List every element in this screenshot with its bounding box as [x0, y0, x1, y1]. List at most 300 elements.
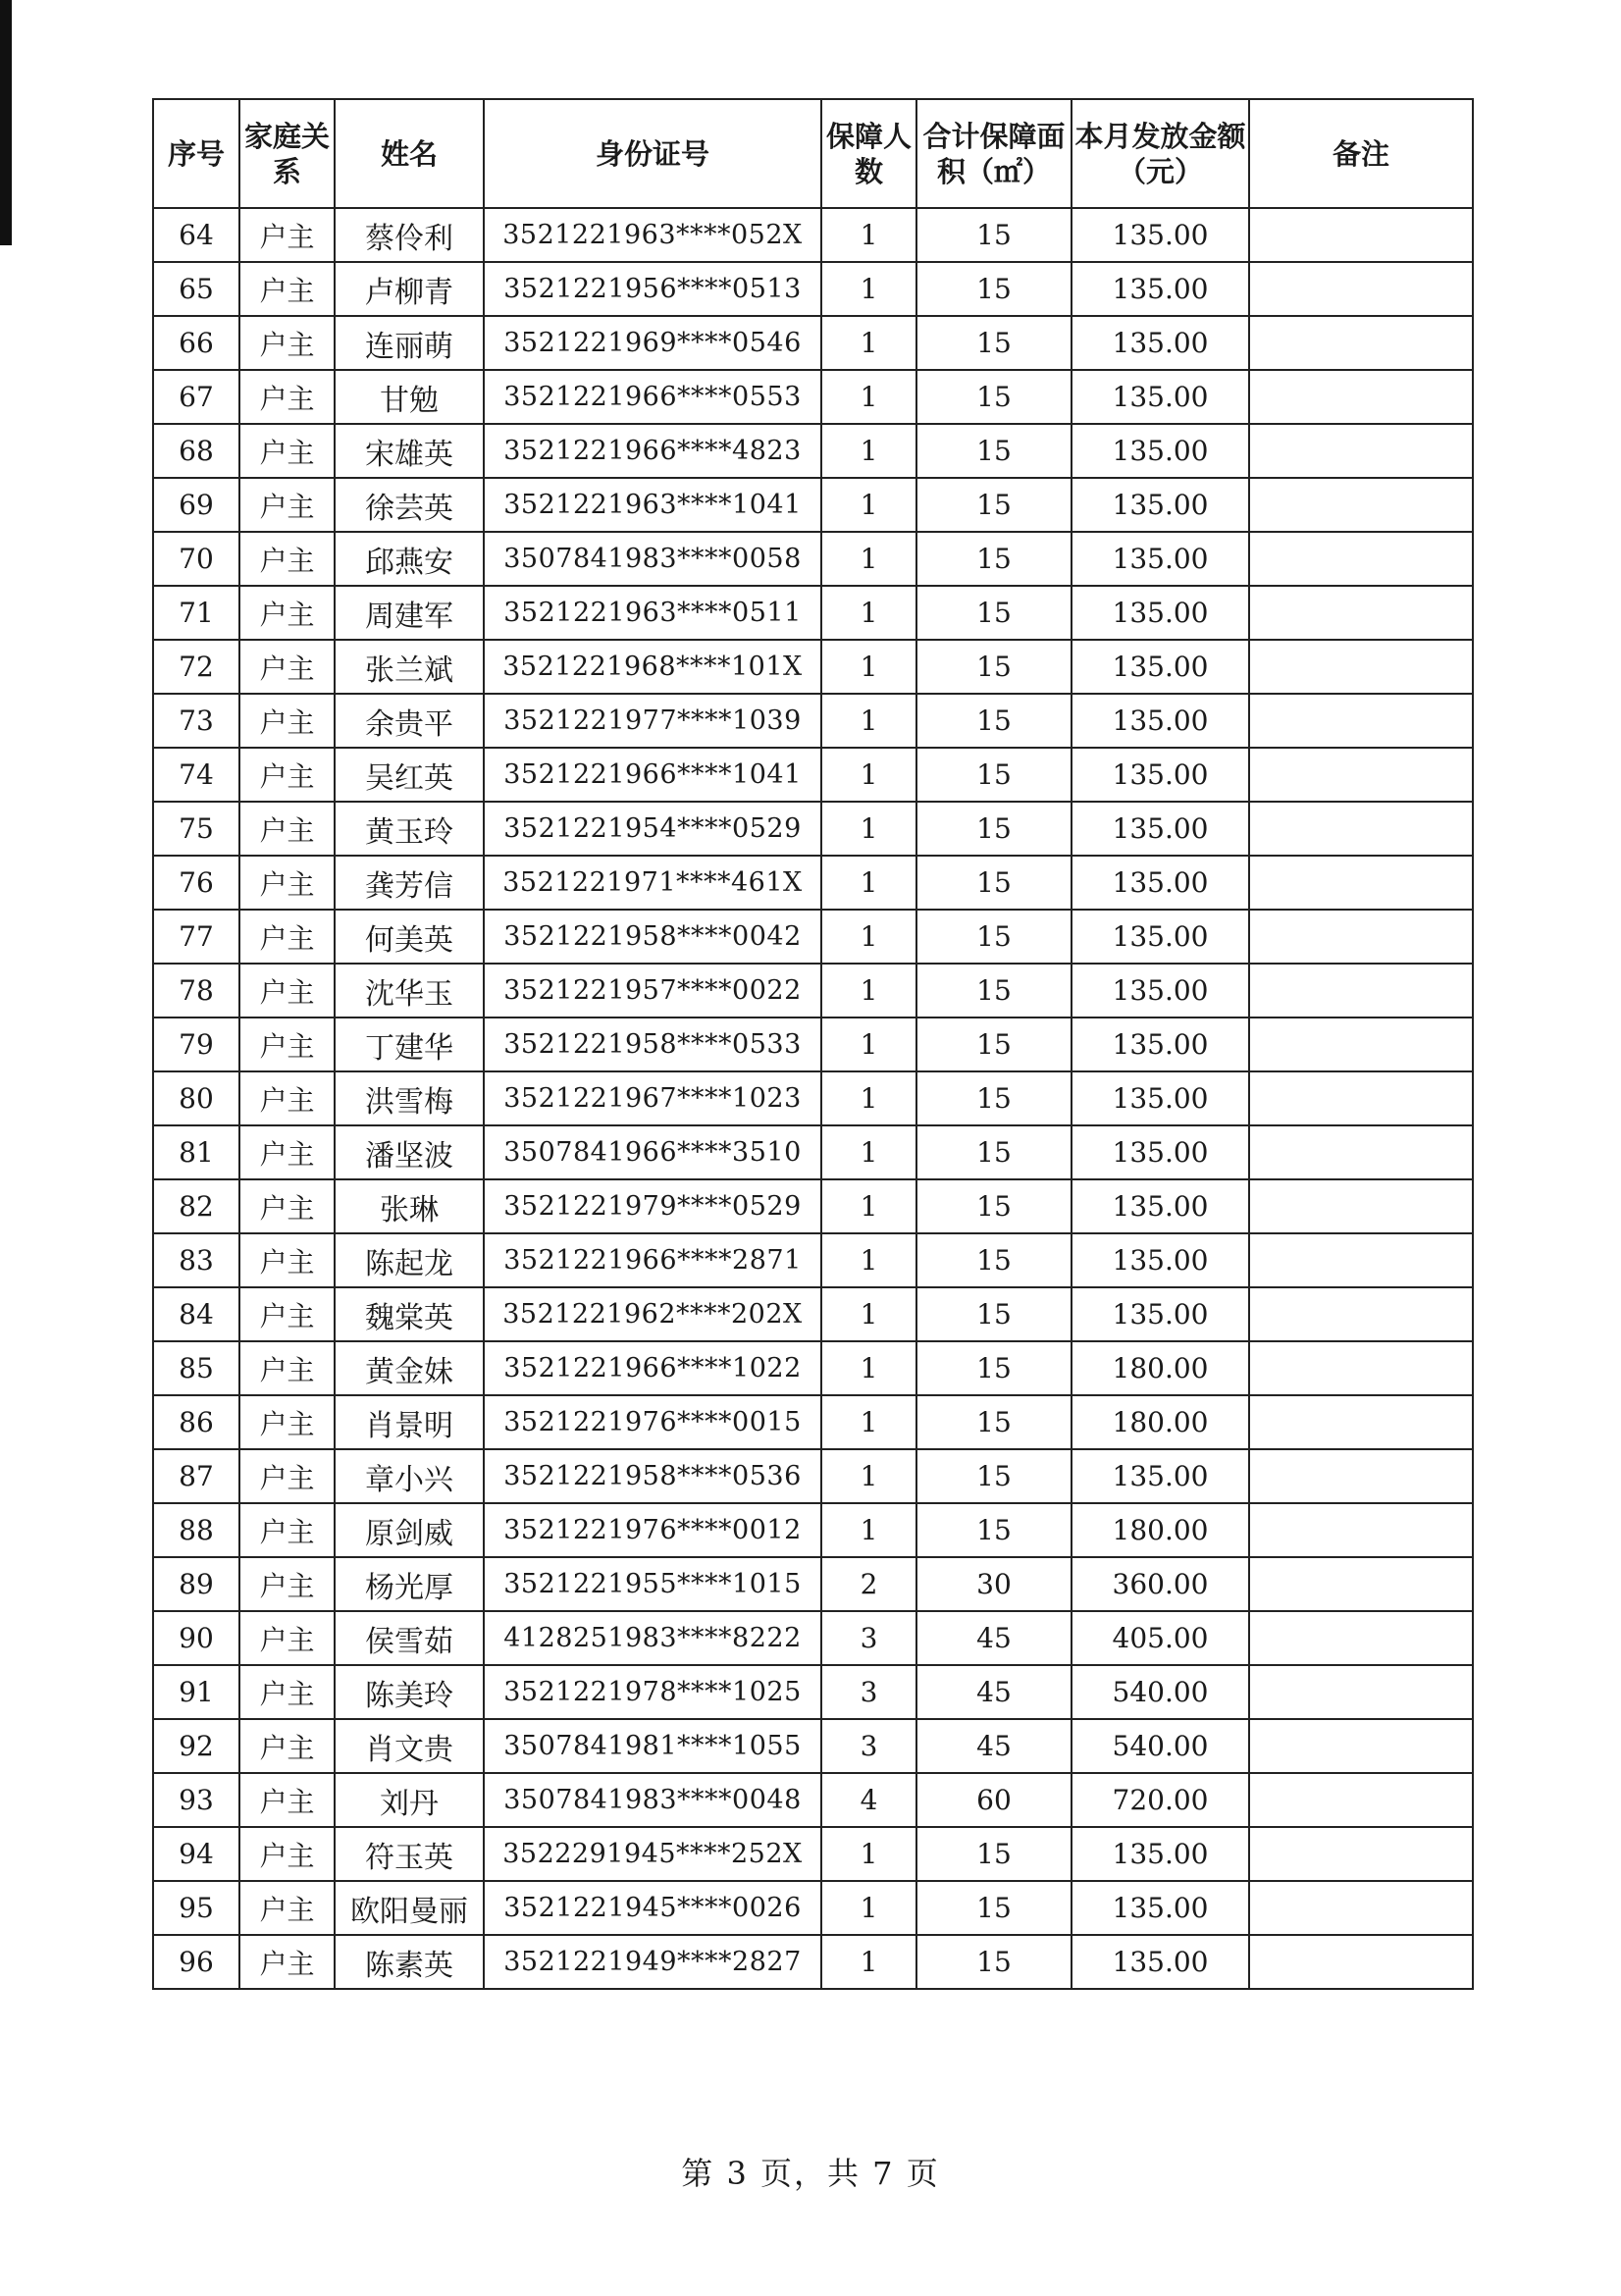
cell-area: 30: [916, 1557, 1072, 1611]
cell-id-number: 3521221969****0546: [484, 316, 821, 370]
cell-name: 吴红英: [335, 748, 484, 802]
cell-relation: 户主: [239, 1773, 335, 1827]
cell-seq: 65: [153, 262, 239, 316]
cell-seq: 64: [153, 208, 239, 262]
cell-note: [1249, 1611, 1473, 1665]
cell-area: 15: [916, 640, 1072, 694]
cell-relation: 户主: [239, 424, 335, 478]
cell-seq: 93: [153, 1773, 239, 1827]
cell-amount: 540.00: [1072, 1665, 1249, 1719]
cell-name: 何美英: [335, 910, 484, 964]
table-row: [153, 1341, 1473, 1395]
cell-name: 章小兴: [335, 1449, 484, 1503]
cell-note: [1249, 370, 1473, 424]
cell-id-number: 3521221966****1022: [484, 1341, 821, 1395]
cell-amount: 135.00: [1072, 532, 1249, 586]
cell-id-number: 3521221954****0529: [484, 802, 821, 856]
cell-note: [1249, 1125, 1473, 1179]
cell-seq: 66: [153, 316, 239, 370]
table-row: [153, 1827, 1473, 1881]
cell-name: 杨光厚: [335, 1557, 484, 1611]
cell-id-number: 3521221949****2827: [484, 1935, 821, 1989]
table-row: [153, 1179, 1473, 1233]
cell-name: 甘勉: [335, 370, 484, 424]
cell-id-number: 3521221966****0553: [484, 370, 821, 424]
cell-relation: 户主: [239, 1449, 335, 1503]
cell-people: 4: [821, 1773, 916, 1827]
cell-relation: 户主: [239, 1611, 335, 1665]
cell-area: 15: [916, 964, 1072, 1018]
cell-seq: 77: [153, 910, 239, 964]
cell-area: 15: [916, 1395, 1072, 1449]
cell-people: 1: [821, 1179, 916, 1233]
cell-people: 1: [821, 1827, 916, 1881]
cell-area: 15: [916, 1827, 1072, 1881]
cell-relation: 户主: [239, 1287, 335, 1341]
header-seq: 序号: [153, 99, 239, 208]
table-row: [153, 424, 1473, 478]
cell-id-number: 3522291945****252X: [484, 1827, 821, 1881]
cell-note: [1249, 640, 1473, 694]
cell-id-number: 3521221976****0015: [484, 1395, 821, 1449]
cell-people: 1: [821, 586, 916, 640]
cell-amount: 135.00: [1072, 1287, 1249, 1341]
table-row: [153, 1071, 1473, 1125]
cell-area: 15: [916, 910, 1072, 964]
cell-id-number: 3521221963****0511: [484, 586, 821, 640]
cell-area: 15: [916, 694, 1072, 748]
cell-people: 1: [821, 478, 916, 532]
cell-area: 15: [916, 1341, 1072, 1395]
cell-id-number: 3521221956****0513: [484, 262, 821, 316]
cell-relation: 户主: [239, 1881, 335, 1935]
table-row: [153, 640, 1473, 694]
cell-people: 1: [821, 1341, 916, 1395]
cell-name: 黄金妹: [335, 1341, 484, 1395]
cell-name: 丁建华: [335, 1018, 484, 1071]
cell-people: 1: [821, 856, 916, 910]
cell-relation: 户主: [239, 640, 335, 694]
cell-area: 15: [916, 532, 1072, 586]
cell-seq: 74: [153, 748, 239, 802]
header-relation: 家庭关系: [239, 99, 335, 208]
cell-people: 1: [821, 1449, 916, 1503]
cell-amount: 135.00: [1072, 910, 1249, 964]
cell-relation: 户主: [239, 910, 335, 964]
cell-relation: 户主: [239, 586, 335, 640]
table-row: [153, 316, 1473, 370]
cell-people: 1: [821, 532, 916, 586]
cell-name: 肖文贵: [335, 1719, 484, 1773]
cell-area: 15: [916, 1071, 1072, 1125]
cell-name: 邱燕安: [335, 532, 484, 586]
cell-people: 1: [821, 1395, 916, 1449]
cell-relation: 户主: [239, 1179, 335, 1233]
subsidy-table-container: [152, 98, 1472, 1990]
cell-amount: 135.00: [1072, 640, 1249, 694]
cell-area: 15: [916, 262, 1072, 316]
cell-area: 15: [916, 586, 1072, 640]
cell-id-number: 3521221963****1041: [484, 478, 821, 532]
cell-amount: 135.00: [1072, 1018, 1249, 1071]
cell-id-number: 3521221968****101X: [484, 640, 821, 694]
cell-area: 15: [916, 748, 1072, 802]
cell-relation: 户主: [239, 262, 335, 316]
cell-amount: 720.00: [1072, 1773, 1249, 1827]
cell-amount: 135.00: [1072, 478, 1249, 532]
cell-amount: 135.00: [1072, 370, 1249, 424]
cell-note: [1249, 424, 1473, 478]
cell-area: 45: [916, 1665, 1072, 1719]
cell-relation: 户主: [239, 1665, 335, 1719]
cell-seq: 69: [153, 478, 239, 532]
cell-relation: 户主: [239, 1557, 335, 1611]
cell-id-number: 4128251983****8222: [484, 1611, 821, 1665]
cell-people: 1: [821, 910, 916, 964]
cell-amount: 135.00: [1072, 1125, 1249, 1179]
scan-edge-mark: [0, 0, 12, 245]
cell-relation: 户主: [239, 964, 335, 1018]
cell-amount: 135.00: [1072, 586, 1249, 640]
cell-people: 1: [821, 370, 916, 424]
cell-name: 侯雪茹: [335, 1611, 484, 1665]
cell-note: [1249, 532, 1473, 586]
cell-relation: 户主: [239, 208, 335, 262]
cell-name: 蔡伶利: [335, 208, 484, 262]
cell-relation: 户主: [239, 1503, 335, 1557]
table-row: [153, 1935, 1473, 1989]
header-area: 合计保障面积（㎡）: [916, 99, 1072, 208]
cell-people: 1: [821, 640, 916, 694]
table-row: [153, 1665, 1473, 1719]
cell-seq: 85: [153, 1341, 239, 1395]
cell-relation: 户主: [239, 1341, 335, 1395]
cell-area: 15: [916, 316, 1072, 370]
cell-seq: 86: [153, 1395, 239, 1449]
cell-area: 15: [916, 370, 1072, 424]
cell-id-number: 3521221967****1023: [484, 1071, 821, 1125]
cell-note: [1249, 1557, 1473, 1611]
cell-id-number: 3521221955****1015: [484, 1557, 821, 1611]
table-row: [153, 208, 1473, 262]
cell-id-number: 3521221958****0533: [484, 1018, 821, 1071]
cell-note: [1249, 1287, 1473, 1341]
cell-people: 1: [821, 1233, 916, 1287]
cell-relation: 户主: [239, 856, 335, 910]
cell-name: 徐芸英: [335, 478, 484, 532]
cell-people: 2: [821, 1557, 916, 1611]
table-row: [153, 262, 1473, 316]
cell-seq: 84: [153, 1287, 239, 1341]
cell-note: [1249, 694, 1473, 748]
header-amount: 本月发放金额（元）: [1072, 99, 1249, 208]
cell-amount: 540.00: [1072, 1719, 1249, 1773]
cell-seq: 76: [153, 856, 239, 910]
cell-id-number: 3521221966****4823: [484, 424, 821, 478]
cell-amount: 135.00: [1072, 424, 1249, 478]
cell-area: 45: [916, 1611, 1072, 1665]
cell-seq: 89: [153, 1557, 239, 1611]
header-id: 身份证号: [484, 99, 821, 208]
cell-amount: 135.00: [1072, 1935, 1249, 1989]
cell-people: 1: [821, 1287, 916, 1341]
cell-amount: 135.00: [1072, 694, 1249, 748]
cell-relation: 户主: [239, 1071, 335, 1125]
cell-area: 15: [916, 478, 1072, 532]
cell-note: [1249, 1773, 1473, 1827]
cell-area: 15: [916, 1179, 1072, 1233]
cell-note: [1249, 1179, 1473, 1233]
table-row: [153, 1395, 1473, 1449]
cell-id-number: 3507841983****0048: [484, 1773, 821, 1827]
cell-amount: 135.00: [1072, 316, 1249, 370]
cell-note: [1249, 856, 1473, 910]
cell-people: 1: [821, 1071, 916, 1125]
cell-note: [1249, 1503, 1473, 1557]
cell-seq: 70: [153, 532, 239, 586]
table-row: [153, 478, 1473, 532]
cell-id-number: 3521221962****202X: [484, 1287, 821, 1341]
cell-amount: 135.00: [1072, 748, 1249, 802]
cell-seq: 79: [153, 1018, 239, 1071]
cell-seq: 68: [153, 424, 239, 478]
cell-relation: 户主: [239, 316, 335, 370]
cell-area: 15: [916, 1935, 1072, 1989]
cell-amount: 135.00: [1072, 1179, 1249, 1233]
cell-area: 15: [916, 208, 1072, 262]
table-row: [153, 1719, 1473, 1773]
cell-note: [1249, 1233, 1473, 1287]
cell-area: 15: [916, 802, 1072, 856]
cell-relation: 户主: [239, 370, 335, 424]
cell-relation: 户主: [239, 694, 335, 748]
cell-name: 龚芳信: [335, 856, 484, 910]
cell-name: 刘丹: [335, 1773, 484, 1827]
cell-relation: 户主: [239, 748, 335, 802]
cell-area: 15: [916, 1125, 1072, 1179]
table-row: [153, 694, 1473, 748]
cell-relation: 户主: [239, 1395, 335, 1449]
header-note: 备注: [1249, 99, 1473, 208]
table-row: [153, 532, 1473, 586]
cell-people: 1: [821, 964, 916, 1018]
table-body: [153, 208, 1473, 1989]
cell-relation: 户主: [239, 532, 335, 586]
cell-seq: 82: [153, 1179, 239, 1233]
cell-id-number: 3521221945****0026: [484, 1881, 821, 1935]
cell-relation: 户主: [239, 1935, 335, 1989]
table-row: [153, 964, 1473, 1018]
cell-people: 1: [821, 1503, 916, 1557]
cell-name: 张琳: [335, 1179, 484, 1233]
table-row: [153, 748, 1473, 802]
cell-relation: 户主: [239, 1719, 335, 1773]
table-row: [153, 1557, 1473, 1611]
header-name: 姓名: [335, 99, 484, 208]
cell-amount: 135.00: [1072, 1233, 1249, 1287]
cell-name: 陈素英: [335, 1935, 484, 1989]
table-header-row: [153, 99, 1473, 208]
cell-note: [1249, 1827, 1473, 1881]
cell-area: 15: [916, 1233, 1072, 1287]
cell-name: 魏棠英: [335, 1287, 484, 1341]
cell-note: [1249, 586, 1473, 640]
cell-id-number: 3521221978****1025: [484, 1665, 821, 1719]
cell-seq: 81: [153, 1125, 239, 1179]
table-row: [153, 370, 1473, 424]
cell-note: [1249, 1881, 1473, 1935]
cell-people: 1: [821, 424, 916, 478]
cell-note: [1249, 262, 1473, 316]
cell-amount: 135.00: [1072, 208, 1249, 262]
cell-area: 15: [916, 1881, 1072, 1935]
subsidy-table: [152, 98, 1474, 1990]
cell-name: 宋雄英: [335, 424, 484, 478]
table-row: [153, 1233, 1473, 1287]
table-row: [153, 1018, 1473, 1071]
cell-relation: 户主: [239, 1827, 335, 1881]
cell-amount: 135.00: [1072, 802, 1249, 856]
cell-note: [1249, 1719, 1473, 1773]
cell-name: 沈华玉: [335, 964, 484, 1018]
cell-people: 1: [821, 694, 916, 748]
cell-relation: 户主: [239, 478, 335, 532]
cell-amount: 180.00: [1072, 1341, 1249, 1395]
cell-amount: 180.00: [1072, 1395, 1249, 1449]
cell-note: [1249, 1395, 1473, 1449]
table-row: [153, 1773, 1473, 1827]
cell-amount: 135.00: [1072, 1881, 1249, 1935]
cell-area: 15: [916, 1287, 1072, 1341]
cell-id-number: 3521221963****052X: [484, 208, 821, 262]
cell-id-number: 3521221958****0042: [484, 910, 821, 964]
cell-people: 1: [821, 802, 916, 856]
cell-seq: 95: [153, 1881, 239, 1935]
cell-people: 1: [821, 262, 916, 316]
cell-people: 3: [821, 1611, 916, 1665]
cell-name: 肖景明: [335, 1395, 484, 1449]
cell-id-number: 3521221966****1041: [484, 748, 821, 802]
table-row: [153, 856, 1473, 910]
table-row: [153, 1287, 1473, 1341]
table-row: [153, 586, 1473, 640]
cell-amount: 360.00: [1072, 1557, 1249, 1611]
cell-id-number: 3521221971****461X: [484, 856, 821, 910]
cell-area: 60: [916, 1773, 1072, 1827]
cell-area: 15: [916, 1018, 1072, 1071]
cell-note: [1249, 964, 1473, 1018]
cell-seq: 90: [153, 1611, 239, 1665]
table-row: [153, 1125, 1473, 1179]
cell-relation: 户主: [239, 802, 335, 856]
cell-people: 3: [821, 1719, 916, 1773]
cell-amount: 135.00: [1072, 1071, 1249, 1125]
cell-seq: 83: [153, 1233, 239, 1287]
table-row: [153, 802, 1473, 856]
cell-name: 张兰斌: [335, 640, 484, 694]
cell-amount: 405.00: [1072, 1611, 1249, 1665]
cell-seq: 73: [153, 694, 239, 748]
cell-note: [1249, 1665, 1473, 1719]
cell-name: 余贵平: [335, 694, 484, 748]
table-row: [153, 1449, 1473, 1503]
cell-amount: 135.00: [1072, 856, 1249, 910]
cell-note: [1249, 748, 1473, 802]
cell-area: 15: [916, 424, 1072, 478]
cell-people: 1: [821, 1881, 916, 1935]
cell-area: 15: [916, 856, 1072, 910]
table-row: [153, 910, 1473, 964]
cell-name: 欧阳曼丽: [335, 1881, 484, 1935]
cell-name: 洪雪梅: [335, 1071, 484, 1125]
cell-id-number: 3521221958****0536: [484, 1449, 821, 1503]
cell-id-number: 3521221976****0012: [484, 1503, 821, 1557]
cell-relation: 户主: [239, 1018, 335, 1071]
cell-area: 45: [916, 1719, 1072, 1773]
cell-seq: 87: [153, 1449, 239, 1503]
cell-note: [1249, 1341, 1473, 1395]
cell-seq: 88: [153, 1503, 239, 1557]
cell-name: 陈起龙: [335, 1233, 484, 1287]
cell-note: [1249, 1018, 1473, 1071]
cell-seq: 67: [153, 370, 239, 424]
cell-note: [1249, 1071, 1473, 1125]
cell-note: [1249, 1935, 1473, 1989]
cell-people: 3: [821, 1665, 916, 1719]
table-row: [153, 1611, 1473, 1665]
cell-seq: 94: [153, 1827, 239, 1881]
cell-id-number: 3507841981****1055: [484, 1719, 821, 1773]
cell-note: [1249, 802, 1473, 856]
cell-name: 潘坚波: [335, 1125, 484, 1179]
cell-name: 符玉英: [335, 1827, 484, 1881]
header-people: 保障人数: [821, 99, 916, 208]
cell-area: 15: [916, 1449, 1072, 1503]
cell-seq: 71: [153, 586, 239, 640]
cell-seq: 92: [153, 1719, 239, 1773]
cell-id-number: 3521221977****1039: [484, 694, 821, 748]
cell-people: 1: [821, 316, 916, 370]
cell-name: 卢柳青: [335, 262, 484, 316]
cell-amount: 135.00: [1072, 1827, 1249, 1881]
cell-seq: 75: [153, 802, 239, 856]
cell-id-number: 3521221979****0529: [484, 1179, 821, 1233]
cell-people: 1: [821, 1935, 916, 1989]
cell-people: 1: [821, 1125, 916, 1179]
cell-note: [1249, 910, 1473, 964]
cell-note: [1249, 478, 1473, 532]
cell-id-number: 3521221966****2871: [484, 1233, 821, 1287]
cell-name: 周建军: [335, 586, 484, 640]
cell-area: 15: [916, 1503, 1072, 1557]
cell-id-number: 3521221957****0022: [484, 964, 821, 1018]
cell-people: 1: [821, 208, 916, 262]
page-number: 第 3 页，共 7 页: [681, 2155, 940, 2192]
cell-people: 1: [821, 748, 916, 802]
cell-people: 1: [821, 1018, 916, 1071]
cell-name: 原剑威: [335, 1503, 484, 1557]
cell-amount: 135.00: [1072, 1449, 1249, 1503]
cell-id-number: 3507841983****0058: [484, 532, 821, 586]
cell-seq: 80: [153, 1071, 239, 1125]
cell-relation: 户主: [239, 1233, 335, 1287]
cell-seq: 72: [153, 640, 239, 694]
cell-amount: 135.00: [1072, 262, 1249, 316]
table-row: [153, 1881, 1473, 1935]
cell-name: 连丽萌: [335, 316, 484, 370]
cell-seq: 96: [153, 1935, 239, 1989]
table-row: [153, 1503, 1473, 1557]
